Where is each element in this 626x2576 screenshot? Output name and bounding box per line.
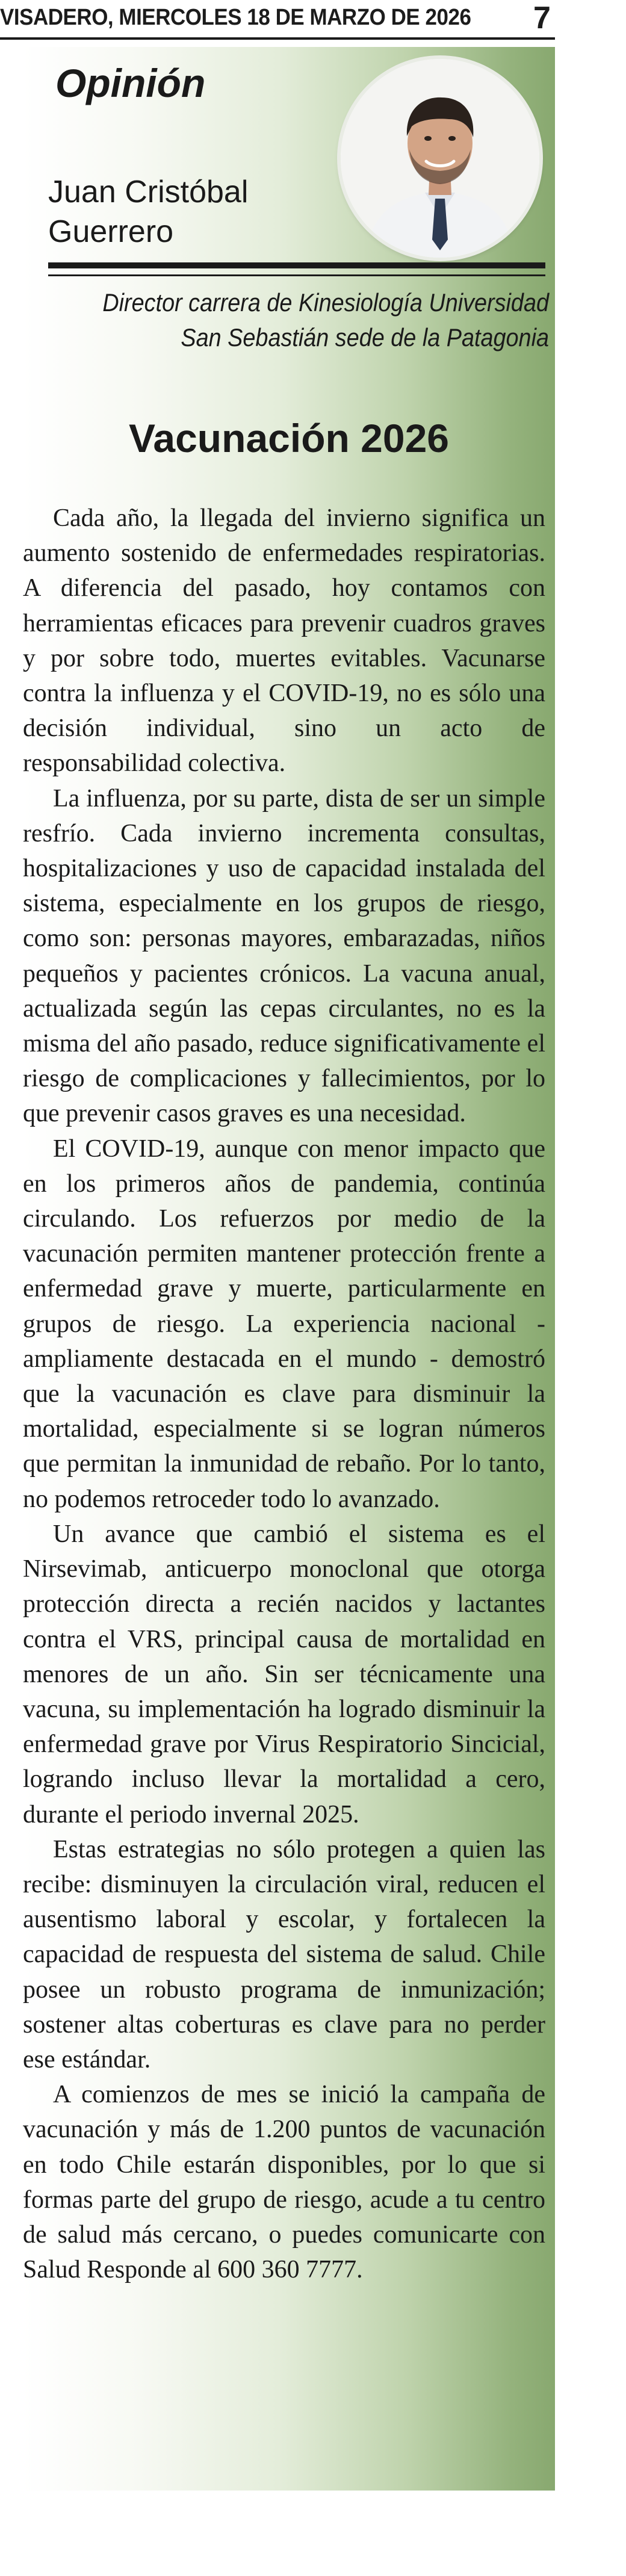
header-rule-thin bbox=[48, 274, 545, 276]
article-paragraph-2: La influenza, por su parte, dista de ser un simple resfrío. Cada invierno incrementa consultas, hospitalizaciones y uso de capacidad instalada del sistema, especialmente en los grupos de riesgo, como son: personas mayores, embarazadas, niños pequeños y pacientes crónicos. La vacuna anual, actualizada según las cepas circulantes, no es la misma del año pasado, reduce significativamente el riesgo de complicaciones y fallecimientos, por lo que prevenir casos graves es una necesidad. bbox=[23, 784, 545, 1128]
article-paragraph-6: A comienzos de mes se inició la campaña de vacunación y más de 1.200 puntos de vacunación en todo Chile estarán disponibles, por lo que si formas parte del grupo de riesgo, acude a tu centro de salud más cercano, o puedes comunicarte con Salud Responde al 600 360 7777. bbox=[23, 2081, 545, 2284]
author-role bbox=[83, 285, 549, 355]
article-paragraph-4: Un avance que cambió el sistema es el Nirsevimab, anticuerpo monoclonal que otorga protección directa a recién nacidos y lactantes contra el VRS, principal causa de mortalidad en menores de un año. Sin ser técnicamente una vacuna, su implementación ha logrado disminuir la enfermedad grave por Virus Respiratorio Sincicial, logrando incluso llevar la mortalidad a cero, durante el periodo invernal 2025. bbox=[23, 1520, 545, 1828]
article-body bbox=[23, 501, 545, 2287]
article-paragraph-1: Cada año, la llegada del invierno significa un aumento sostenido de enfermedades respiratorias. A diferencia del pasado, hoy contamos con herramientas eficaces para prevenir cuadros graves y por sobre todo, muertes evitables. Vacunarse contra la influenza y el COVID-19, no es sólo una decisión individual, sino un acto de responsabilidad colectiva. bbox=[23, 504, 545, 778]
newspaper-masthead bbox=[0, 0, 555, 40]
author-role-line-2: San Sebastián sede de la Patagonia bbox=[181, 323, 549, 351]
page-number: 7 bbox=[533, 1, 551, 36]
masthead-dateline: VISADERO, MIERCOLES 18 DE MARZO DE 2026 bbox=[0, 5, 471, 30]
author-name bbox=[48, 172, 325, 252]
section-label: Opinión bbox=[55, 61, 206, 105]
article-headline: Vacunación 2026 bbox=[129, 416, 449, 460]
author-name-line-2: Guerrero bbox=[48, 214, 174, 249]
article-paragraph-3: El COVID-19, aunque con menor impacto que en los primeros años de pandemia, continúa circulando. Los refuerzos por medio de la vacunación permiten mantener protección frente a enfermedad grave y muerte, particularmente en grupos de riesgo. La experiencia nacional - ampliamente destacada en el mundo - demostró que la vacunación es clave para disminuir la mortalidad, especialmente si se logran números que permitan la inmunidad de rebaño. Por lo tanto, no podemos retroceder todo lo avanzado. bbox=[23, 1135, 545, 1513]
author-name-line-1: Juan Cristóbal bbox=[48, 175, 249, 209]
header-rule-thick bbox=[48, 262, 545, 268]
author-role-line-1: Director carrera de Kinesiología Universidad bbox=[102, 288, 550, 317]
article-paragraph-5: Estas estrategias no sólo protegen a quien las recibe: disminuyen la circulación viral, reducen el ausentismo laboral y escolar, y fortalecen la capacidad de respuesta del sistema de salud. Chile posee un robusto programa de inmunización; sostener altas coberturas es clave para no perder ese estándar. bbox=[23, 1835, 545, 2073]
author-portrait bbox=[341, 59, 539, 258]
